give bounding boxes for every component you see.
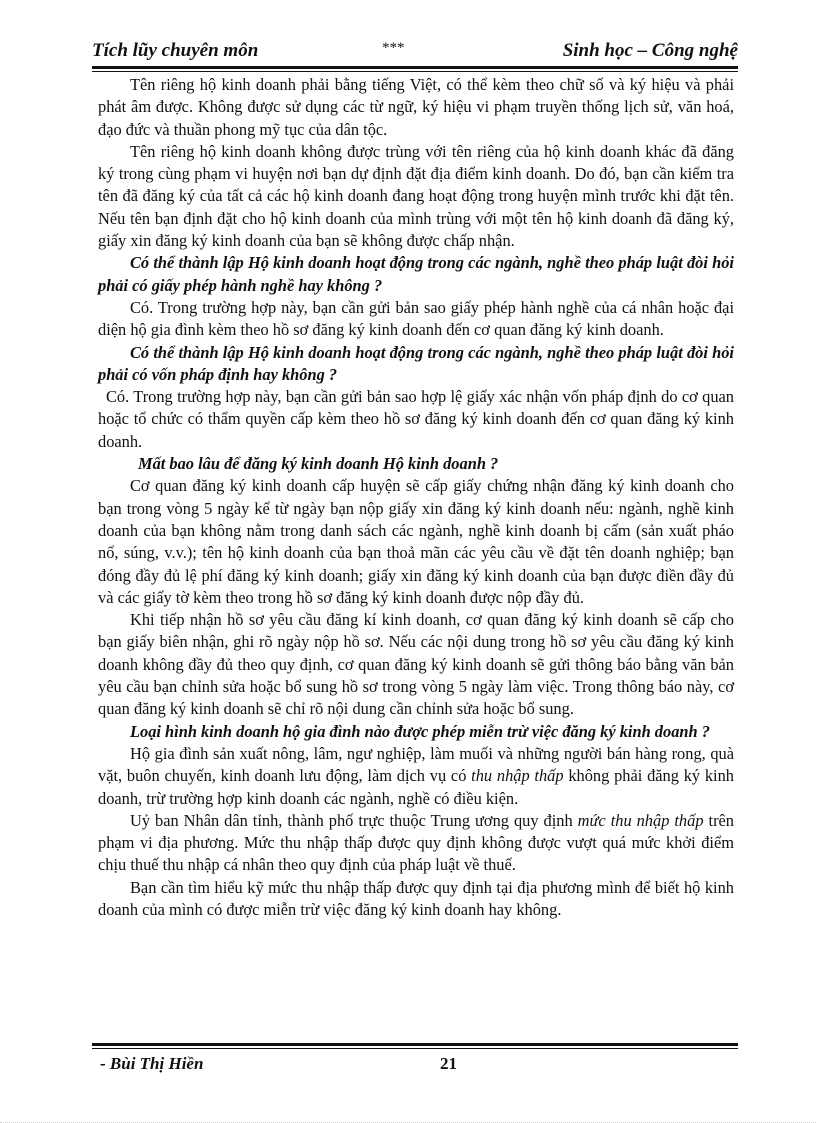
header-left: Tích lũy chuyên môn (92, 40, 259, 61)
header-center: *** (382, 40, 405, 56)
document-body (98, 74, 734, 921)
footer-author: - Bùi Thị Hiền (100, 1054, 204, 1073)
page-number: 21 (440, 1054, 457, 1073)
paragraph: Có. Trong trường hợp này, bạn cần gửi bản sao hợp lệ giấy xác nhận vốn pháp định do cơ quan hoặc tổ chức có thẩm quyền cấp kèm theo hồ sơ đăng ký kinh doanh đến cơ quan đăng ký kinh doanh. (98, 387, 734, 451)
page-footer (92, 1054, 738, 1078)
paragraph: Uỷ ban Nhân dân tỉnh, thành phố trực thuộc Trung ương quy định mức thu nhập thấp trên phạm vi địa phương. Mức thu nhập thấp được quy định không được vượt quá mức khởi điểm chịu thuế thu nhập cá nhân theo quy định của pháp luật về thuế. (98, 810, 734, 875)
footer-rule (92, 1043, 738, 1049)
question-heading: Có thể thành lập Hộ kinh doanh hoạt động trong các ngành, nghề theo pháp luật đòi hỏi phải có giấy phép hành nghề hay không ? (98, 253, 734, 295)
paragraph: Khi tiếp nhận hồ sơ yêu cầu đăng kí kinh doanh, cơ quan đăng ký kinh doanh sẽ cấp cho bạn giấy biên nhận, ghi rõ ngày nộp hồ sơ. Nếu các nội dung trong hồ sơ yêu cầu đăng ký kinh doanh không đầy đủ theo quy định, cơ quan đăng ký kinh doanh sẽ gửi thông báo bằng văn bản yêu cầu bạn chỉnh sửa hoặc bổ sung hồ sơ trong vòng 5 ngày làm việc. Trong thông báo này, cơ quan đăng ký kinh doanh sẽ chỉ rõ nội dung cần chỉnh sửa hoặc bổ sung. (98, 610, 734, 719)
question-heading: Loại hình kinh doanh hộ gia đình nào được phép miễn trừ việc đăng ký kinh doanh ? (130, 721, 710, 741)
paragraph: Tên riêng hộ kinh doanh phải bằng tiếng Việt, có thể kèm theo chữ số và ký hiệu và phải phát âm được. Không được sử dụng các từ ngữ, ký hiệu vi phạm truyền thống lịch sử, văn hoá, đạo đức và thuần phong mỹ tục của dân tộc. (98, 75, 734, 139)
emphasis: thu nhập thấp (471, 766, 564, 786)
paragraph: Có. Trong trường hợp này, bạn cần gửi bản sao giấy phép hành nghề của cá nhân hoặc đại diện hộ gia đình kèm theo hồ sơ đăng ký kinh doanh đến cơ quan đăng ký kinh doanh. (98, 297, 734, 340)
paragraph: Cơ quan đăng ký kinh doanh cấp huyện sẽ cấp giấy chứng nhận đăng ký kinh doanh cho bạn trong vòng 5 ngày kể từ ngày bạn nộp giấy xin đăng ký kinh doanh nếu: ngành, nghề kinh doanh của bạn không nằm trong danh sách các ngành, nghề kinh doanh bị cấm (sản xuất pháo nổ, súng, v.v.); tên hộ kinh doanh của bạn thoả mãn các yêu cầu về đặt tên doanh nghiệp; bạn đóng đầy đủ lệ phí đăng ký kinh doanh; giấy xin đăng ký kinh doanh của bạn được điền đầy đủ và các giấy tờ kèm theo trong hồ sơ đăng ký kinh doanh được nộp đầy đủ. (98, 476, 734, 607)
header-rule (92, 66, 738, 72)
paragraph: Bạn cần tìm hiểu kỹ mức thu nhập thấp được quy định tại địa phương mình để biết hộ kinh doanh của mình có được miễn trừ việc đăng ký kinh doanh hay không. (98, 877, 734, 919)
header-right: Sinh học – Công nghệ (562, 40, 738, 61)
paragraph: Hộ gia đình sản xuất nông, lâm, ngư nghiệp, làm muối và những người bán hàng rong, quà vặt, buôn chuyến, kinh doanh lưu động, làm dịch vụ có thu nhập thấp không phải đăng ký kinh doanh, trừ trường hợp kinh doanh các ngành, nghề có điều kiện. (98, 743, 734, 808)
page-header (92, 40, 738, 64)
paragraph: Tên riêng hộ kinh doanh không được trùng với tên riêng của hộ kinh doanh khác đã đăng ký trong cùng phạm vi huyện nơi bạn dự định đặt địa điểm kinh doanh. Do đó, bạn cần kiểm tra tên đã đăng ký của tất cả các hộ kinh doanh đang hoạt động trong huyện mình trước khi đặt tên. Nếu tên bạn định đặt cho hộ kinh doanh của mình trùng với một tên hộ kinh doanh đã đăng ký, giấy xin đăng ký kinh doanh của bạn sẽ không được chấp nhận. (98, 141, 734, 251)
question-heading: Mất bao lâu để đăng ký kinh doanh Hộ kinh doanh ? (138, 454, 499, 474)
emphasis: mức thu nhập thấp (577, 810, 704, 830)
question-heading: Có thể thành lập Hộ kinh doanh hoạt động trong các ngành, nghề theo pháp luật đòi hỏi phải có vốn pháp định hay không ? (98, 342, 734, 384)
